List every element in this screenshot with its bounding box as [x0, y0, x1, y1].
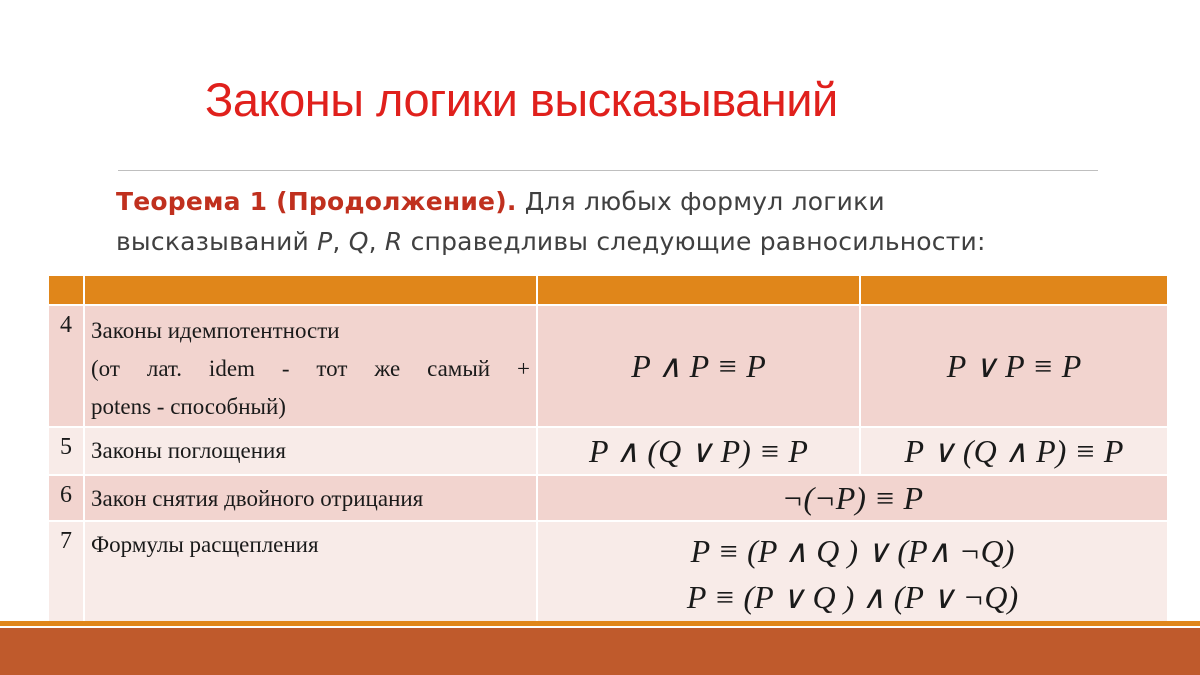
formula-line: P ≡ (P ∨ Q ) ∧ (P ∨ ¬Q) [686, 579, 1019, 615]
formula-cell [537, 521, 1168, 625]
variable-p: P [317, 227, 333, 256]
theorem-line-2-start: высказываний [116, 227, 318, 256]
row-number: 5 [48, 427, 84, 475]
comma-1: , [332, 227, 349, 256]
theorem-lead: Теорема 1 (Продолжение). [116, 187, 517, 216]
comma-2: , [368, 227, 385, 256]
row-number: 7 [48, 521, 84, 625]
theorem-line-2 [116, 222, 1116, 262]
theorem-line-2-end: справедливы следующие равносильности: [402, 227, 986, 256]
law-name [84, 305, 537, 427]
law-name: Формулы расщепления [84, 521, 537, 625]
theorem-statement [116, 182, 1116, 262]
formula-cell: ¬(¬P) ≡ P [537, 475, 1168, 521]
formula-cell: P ∨ P ≡ P [860, 305, 1168, 427]
formula-cell: P ∧ P ≡ P [537, 305, 860, 427]
header-cell [537, 275, 860, 305]
table-row [48, 427, 1168, 475]
table-row [48, 521, 1168, 625]
theorem-line-1 [116, 182, 1116, 222]
variable-r: R [384, 227, 403, 256]
table-row [48, 475, 1168, 521]
footer-band [0, 628, 1200, 675]
table-header-row [48, 275, 1168, 305]
laws-table [47, 274, 1169, 626]
title-divider [118, 170, 1098, 171]
formula-line: P ≡ (P ∧ Q ) ∨ (P∧ ¬Q) [690, 533, 1015, 569]
formula-cell: P ∧ (Q ∨ P) ≡ P [537, 427, 860, 475]
law-name: Законы поглощения [84, 427, 537, 475]
law-name-line: Законы идемпотентности [91, 318, 340, 343]
footer-accent-stripe [0, 621, 1200, 626]
law-name: Закон снятия двойного отрицания [84, 475, 537, 521]
law-name-line: (от лат. idem - тот же самый + [91, 356, 530, 381]
slide-title: Законы логики высказываний [205, 73, 838, 126]
law-name-line: potens - способный) [91, 394, 286, 419]
header-cell [48, 275, 84, 305]
header-cell [84, 275, 537, 305]
formula-cell: P ∨ (Q ∧ P) ≡ P [860, 427, 1168, 475]
variable-q: Q [348, 227, 369, 256]
header-cell [860, 275, 1168, 305]
row-number: 6 [48, 475, 84, 521]
row-number: 4 [48, 305, 84, 427]
table-row [48, 305, 1168, 427]
theorem-line-1-text: Для любых формул логики [516, 187, 885, 216]
